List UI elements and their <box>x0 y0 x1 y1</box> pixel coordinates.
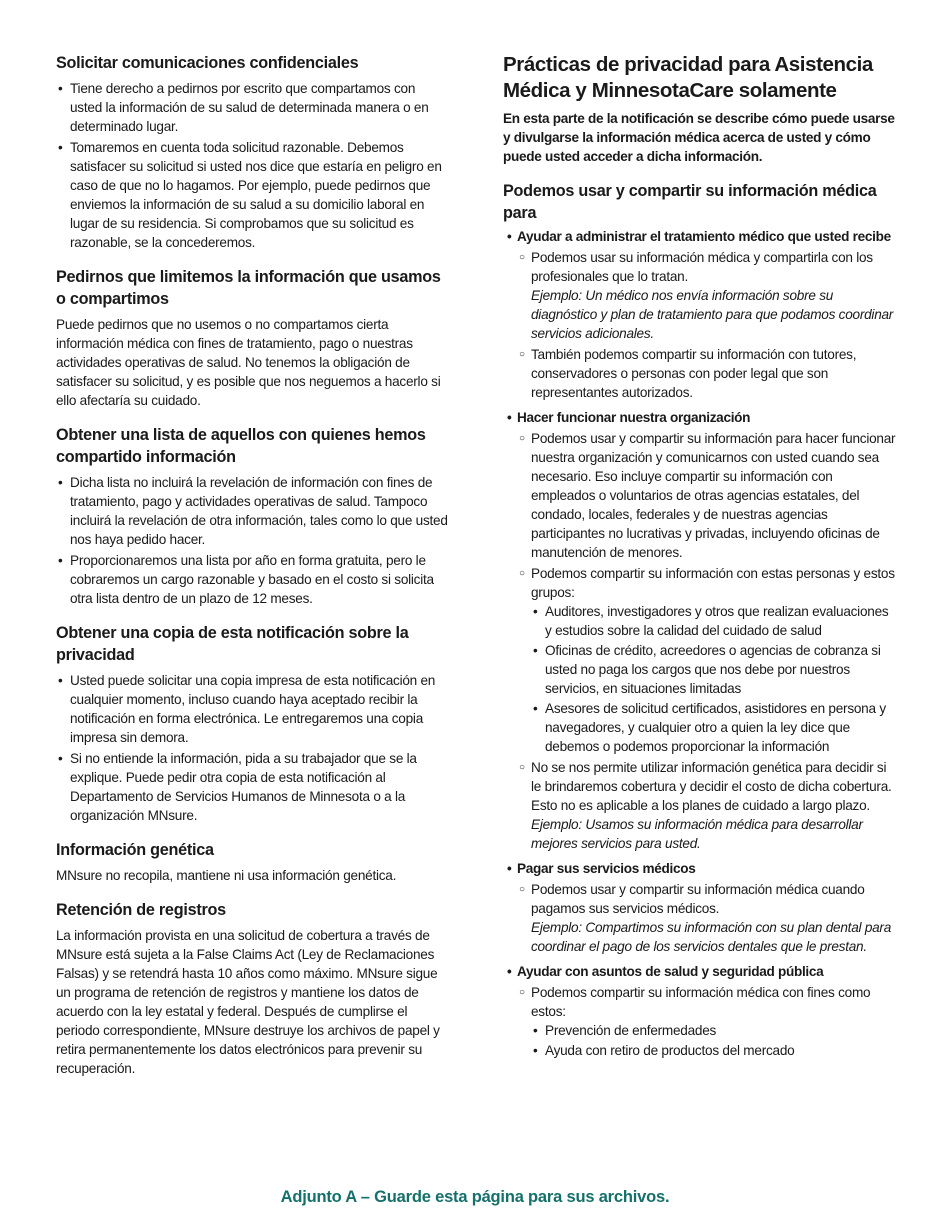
list-item <box>517 758 898 853</box>
section-heading: Solicitar comunicaciones confidenciales <box>56 54 359 72</box>
section-notice-copy <box>56 622 448 825</box>
use-group <box>503 962 898 1060</box>
right-column <box>503 52 898 1066</box>
list-item: • Proporcionaremos una lista por año en forma gratuita, pero le cobraremos un cargo razonable y basado en el costo si solicita otra lista dentro de un plazo de 12 meses. <box>56 551 448 608</box>
list-item: • Usted puede solicitar una copia impresa de esta notificación en cualquier momento, incluso cuando haya aceptado recibir la notificación en forma electrónica. Le entregaremos una copia impresa sin demora. <box>56 671 448 747</box>
group-items <box>517 248 898 402</box>
circle-bullet-icon: ○ <box>519 762 526 773</box>
sub-list-item: • Auditores, investigadores y otros que realizan evaluaciones y estudios sobre la calidad del cuidado de salud <box>531 602 898 640</box>
sub-list-item: • Ayuda con retiro de productos del mercado <box>531 1041 898 1060</box>
list-item <box>517 983 898 1060</box>
list-item: • Dicha lista no incluirá la revelación de información con fines de tratamiento, pago y actividades operativas de salud. Tampoco incluirá la revelación de otra información, tales como lo que usted nos haya pedido hacer. <box>56 473 448 549</box>
intro-paragraph: En esta parte de la notificación se describe cómo puede usarse y divulgarse la información médica acerca de usted y cómo puede usted acceder a dicha información. <box>503 111 895 164</box>
section-heading: Información genética <box>56 841 214 859</box>
item-text: Podemos compartir su información médica con fines como estos: <box>531 985 871 1019</box>
page-title: Prácticas de privacidad para Asistencia Médica y MinnesotaCare solamente <box>503 53 873 102</box>
item-text: Podemos compartir su información con estas personas y estos grupos: <box>531 566 895 600</box>
section-genetic-information <box>56 839 448 885</box>
sub-list-item: • Oficinas de crédito, acreedores o agencias de cobranza si usted no paga los cargos que nos debe por nuestros servicios, en situaciones limitadas <box>531 641 898 698</box>
circle-bullet-icon: ○ <box>519 433 526 444</box>
section-paragraph: Puede pedirnos que no usemos o no compartamos cierta información médica con fines de tratamiento, pago o nuestras actividades operativas de salud. No tenemos la obligación de satisfacer su solicitud, y es posible que nos neguemos a hacerlo si ello afectaría su cuidado. <box>56 317 441 408</box>
group-items <box>517 429 898 853</box>
section-paragraph: La información provista en una solicitud de cobertura a través de MNsure está sujeta a la False Claims Act (Ley de Reclamaciones Falsas) y se retendrá hasta 10 años como máximo. MNsure sigue un programa de retención de registros y mantiene los datos de acuerdo con la ley estatal y federal. Después de cumplirse el periodo correspondiente, MNsure destruye los archivos de papel y retira permanentemente los datos electrónicos para prevenir su recuperación. <box>56 928 440 1076</box>
section-heading: Obtener una copia de esta notificación sobre la privacidad <box>56 624 409 664</box>
use-group <box>503 227 898 402</box>
bullet-list <box>56 473 448 608</box>
group-items <box>517 983 898 1060</box>
left-column <box>56 52 448 1092</box>
bullet-list <box>56 79 448 252</box>
item-text: Podemos usar y compartir su información para hacer funcionar nuestra organización y comunicarnos con usted cuando sea necesario. Eso incluye compartir su información con empleados o voluntarios de otras agencias estatales, del condado, locales, federales y de nuestras agencias participantes no lucrativas y privadas, incluyendo oficinas de manutención de menores. <box>531 431 896 560</box>
group-items <box>517 880 898 956</box>
circle-bullet-icon: ○ <box>519 252 526 263</box>
list-item <box>517 248 898 343</box>
section-heading: Podemos usar y compartir su información médica para <box>503 182 877 222</box>
use-group <box>503 859 898 956</box>
group-title: • Ayudar con asuntos de salud y seguridad pública <box>503 962 898 981</box>
bullet-list <box>56 671 448 825</box>
sub-list <box>531 1021 898 1060</box>
section-heading: Retención de registros <box>56 901 226 919</box>
group-title: • Hacer funcionar nuestra organización <box>503 408 898 427</box>
section-paragraph: MNsure no recopila, mantiene ni usa información genética. <box>56 868 397 883</box>
list-item <box>517 345 898 402</box>
item-text: Podemos usar y compartir su información médica cuando pagamos sus servicios médicos. <box>531 882 865 916</box>
item-example: Ejemplo: Compartimos su información con su plan dental para coordinar el pago de los servicios dentales que le prestan. <box>531 920 892 954</box>
circle-bullet-icon: ○ <box>519 884 526 895</box>
sub-list <box>531 602 898 756</box>
list-item: • Tiene derecho a pedirnos por escrito que compartamos con usted la información de su salud de determinada manera o en determinado lugar. <box>56 79 448 136</box>
page-footer: Adjunto A – Guarde esta página para sus archivos. <box>280 1188 670 1206</box>
item-example: Ejemplo: Un médico nos envía información sobre su diagnóstico y plan de tratamiento para que podamos coordinar servicios adicionales. <box>531 288 894 341</box>
sub-list-item: • Asesores de solicitud certificados, asistidores en persona y navegadores, y cualquier otro a quien la ley dice que debemos o podemos proporcionar la información <box>531 699 898 756</box>
section-limit-information <box>56 266 448 410</box>
list-item: • Tomaremos en cuenta toda solicitud razonable. Debemos satisfacer su solicitud si usted nos dice que estaría en peligro en caso de que no lo hagamos. Por ejemplo, puede pedirnos que enviemos la información de su salud a su domicilio laboral en lugar de su residencia. Si comprobamos que su solicitud es razonable, se la concederemos. <box>56 138 448 252</box>
group-title: • Ayudar a administrar el tratamiento médico que usted recibe <box>503 227 898 246</box>
item-text: No se nos permite utilizar información genética para decidir si le brindaremos cobertura y decidir el costo de dicha cobertura. Esto no es aplicable a los planes de cuidado a largo plazo. <box>531 760 892 813</box>
group-title: • Pagar sus servicios médicos <box>503 859 898 878</box>
section-record-retention <box>56 899 448 1078</box>
item-text: También podemos compartir su información con tutores, conservadores o personas con poder legal que son representantes autorizados. <box>531 347 857 400</box>
list-item <box>517 880 898 956</box>
list-item: • Si no entiende la información, pida a su trabajador que se la explique. Puede pedir otra copia de esta notificación al Departamento de Servicios Humanos de Minnesota o a la organización MNsure. <box>56 749 448 825</box>
section-confidential-communications <box>56 52 448 252</box>
list-item <box>517 564 898 756</box>
section-disclosure-list <box>56 424 448 608</box>
circle-bullet-icon: ○ <box>519 349 526 360</box>
item-example: Ejemplo: Usamos su información médica para desarrollar mejores servicios para usted. <box>531 817 863 851</box>
section-heading: Pedirnos que limitemos la información que usamos o compartimos <box>56 268 441 308</box>
list-item <box>517 429 898 562</box>
circle-bullet-icon: ○ <box>519 987 526 998</box>
item-text: Podemos usar su información médica y compartirla con los profesionales que lo tratan. <box>531 250 873 284</box>
uses-list <box>503 227 898 1060</box>
sub-list-item: • Prevención de enfermedades <box>531 1021 898 1040</box>
circle-bullet-icon: ○ <box>519 568 526 579</box>
use-group <box>503 408 898 853</box>
section-heading: Obtener una lista de aquellos con quienes hemos compartido información <box>56 426 426 466</box>
